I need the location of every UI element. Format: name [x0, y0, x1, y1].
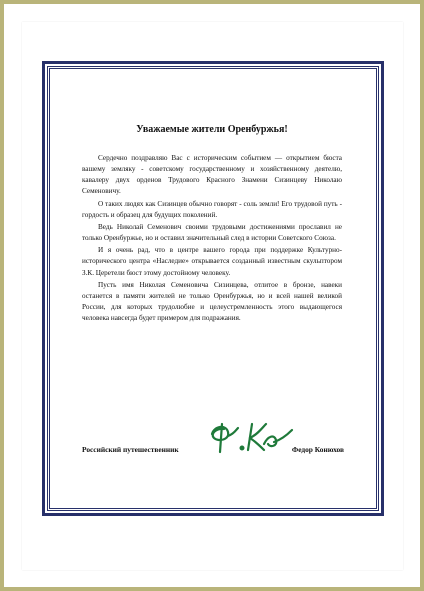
paragraph: Сердечно поздравляю Вас с историческим событием — открытием бюста вашему земляку - советскому государственному и хозяйственному деятелю, кавалеру двух орденов Трудового Красного Знамени Сизинцеву Николаю Семеновичу.	[82, 154, 342, 196]
paragraph: Пусть имя Николая Семеновича Сизинцева, отлитое в бронзе, навеки останется в памяти жителей не только Оренбуржья, но и всей нашей великой России, для которых трудолюбие и целеустремленность этого выдающегося человека навсегда будет примером для подражания.	[82, 280, 342, 323]
paragraph: О таких людях как Сизинцев обычно говорят - соль земли! Его трудовой путь - гордость и образец для будущих поколений.	[82, 199, 342, 219]
signer-title: Российский путешественник	[82, 445, 179, 454]
signer-name: Федор Конюхов	[291, 445, 344, 454]
handwritten-signature	[208, 420, 294, 454]
paragraph: Ведь Николай Семенович своими трудовыми достижениями прославил не только Оренбуржье, но и оставил значительный след в истории Советского Союза.	[82, 222, 342, 243]
letter-title: Уважаемые жители Оренбуржья!	[136, 124, 288, 135]
paragraph: И я очень рад, что в центре вашего города при поддержке Культурно-исторического центра «Наследие» открывается созданный известным скульптором З.К. Церетели бюст этому достойному человеку.	[82, 246, 342, 277]
letter-body	[82, 124, 342, 325]
